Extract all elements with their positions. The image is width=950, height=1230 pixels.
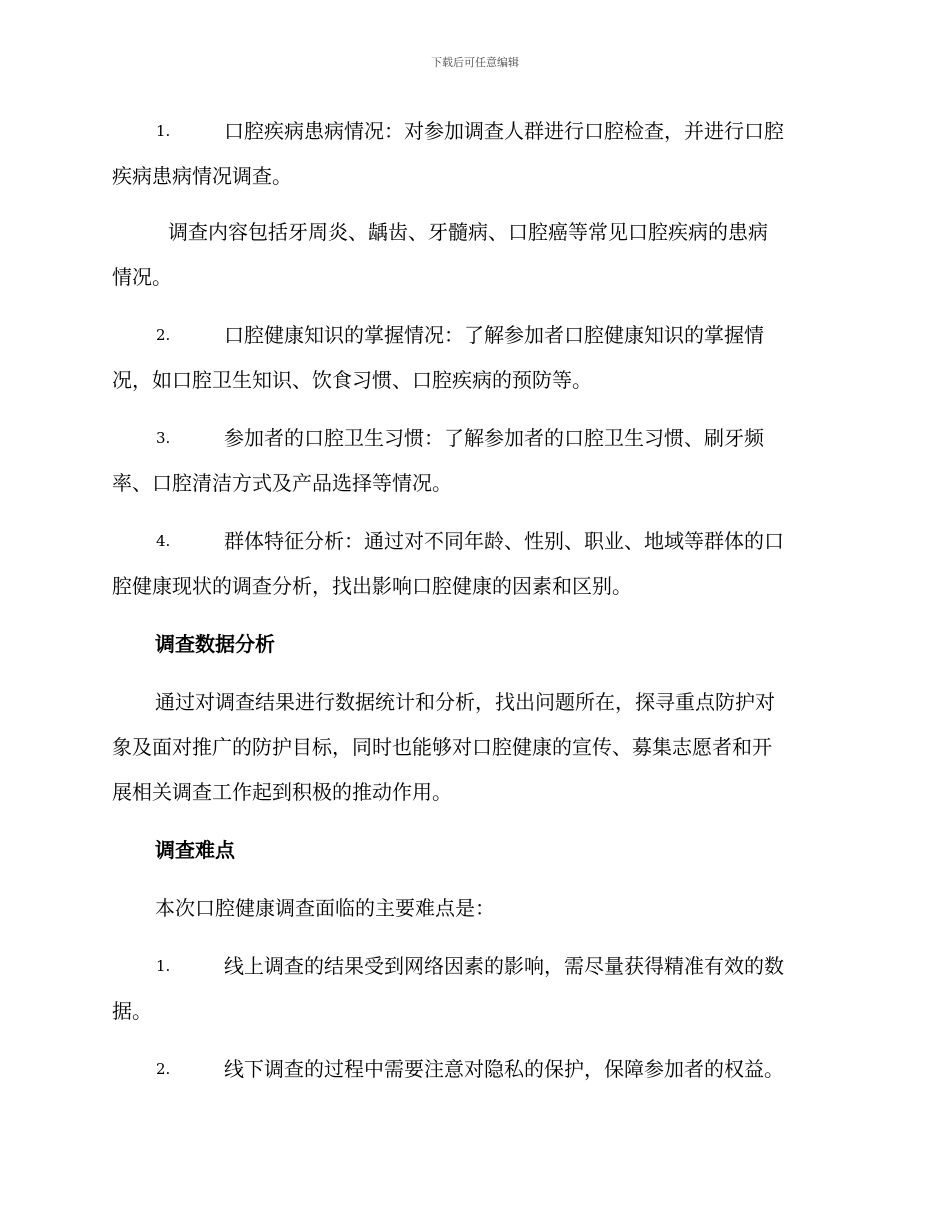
list-item-continuation: 况，如口腔卫生知识、饮食习惯、口腔疾病的预防等。 [112,368,592,392]
list-item-continuation: 据。 [112,999,152,1023]
paragraph-line: 情况。 [112,265,172,289]
list-item-text: 参加者的口腔卫生习惯：了解参加者的口腔卫生习惯、刷牙频 [224,426,764,450]
list-item-continuation: 疾病患病情况调查。 [112,164,292,188]
list-number: 3. [156,429,171,447]
paragraph-line: 展相关调查工作起到积极的推动作用。 [112,780,452,804]
paragraph-disease-scope [112,218,840,291]
paragraph-line: 通过对调查结果进行数据统计和分析，找出问题所在，探寻重点防护对 [155,690,775,714]
difficulty-item-2 [112,1055,840,1083]
paragraph-difficulty-intro: 本次口腔健康调查面临的主要难点是： [155,896,495,920]
list-item-4 [112,527,840,600]
list-item-1 [112,117,840,190]
paragraph-analysis [112,688,840,806]
list-item-3 [112,424,840,497]
list-number: 2. [156,326,171,344]
list-item-text: 口腔健康知识的掌握情况：了解参加者口腔健康知识的掌握情 [224,323,764,347]
difficulty-item-1 [112,952,840,1025]
header-note: 下载后可任意编辑 [431,56,519,69]
list-item-2 [112,321,840,394]
list-item-continuation: 腔健康现状的调查分析，找出影响口腔健康的因素和区别。 [112,574,632,598]
section-heading-analysis: 调查数据分析 [155,632,275,656]
list-number: 1. [156,122,171,140]
list-number: 4. [156,532,171,550]
document-body [112,112,840,1083]
list-item-text: 口腔疾病患病情况：对参加调查人群进行口腔检查，并进行口腔 [224,119,784,143]
list-number: 1. [156,957,171,975]
paragraph-line: 调查内容包括牙周炎、龋齿、牙髓病、口腔癌等常见口腔疾病的患病 [168,220,768,244]
list-number: 2. [156,1060,171,1078]
list-item-text: 线下调查的过程中需要注意对隐私的保护，保障参加者的权益。 [224,1057,784,1081]
list-item-continuation: 率、口腔清洁方式及产品选择等情况。 [112,471,452,495]
section-heading-difficulty: 调查难点 [155,838,235,862]
paragraph-line: 象及面对推广的防护目标，同时也能够对口腔健康的宣传、募集志愿者和开 [112,735,772,759]
list-item-text: 线上调查的结果受到网络因素的影响，需尽量获得精准有效的数 [224,954,784,978]
list-item-text: 群体特征分析：通过对不同年龄、性别、职业、地域等群体的口 [224,529,784,553]
